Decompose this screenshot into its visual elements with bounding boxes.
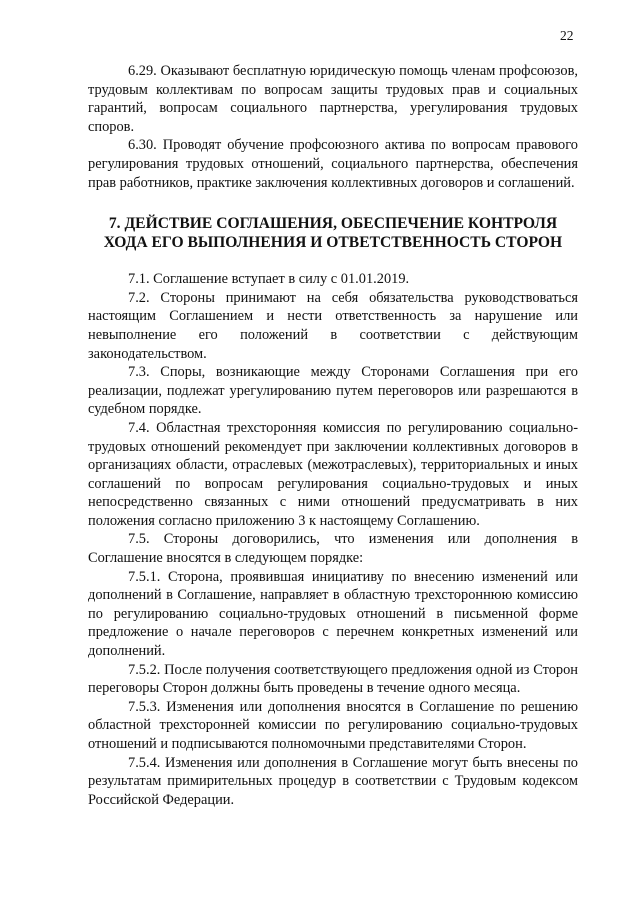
page-number: 22 [560,28,574,43]
paragraph-7-3: 7.3. Споры, возникающие между Сторонами Соглашения при его реализации, подлежат урегулированию путем переговоров или разрешаются в судебном порядке. [88,364,578,418]
paragraph-7-5-2: 7.5.2. После получения соответствующего предложения одной из Сторон переговоры Сторон должны быть проведены в течение одного месяца. [88,661,578,697]
paragraph-7-1: 7.1. Соглашение вступает в силу с 01.01.2019. [128,271,410,288]
paragraph-6-29: 6.29. Оказывают бесплатную юридическую помощь членам профсоюзов, трудовым коллективам по вопросам защиты трудовых прав и социальных гарантий, вопросам социального партнерства, урегулирования трудовых споров. [88,63,578,135]
paragraph-7-5-1: 7.5.1. Сторона, проявившая инициативу по внесению изменений или дополнений в Соглашение, направляет в областную трехстороннюю комиссию по регулированию социально-трудовых отношений в письменной форме предложение о начале переговоров с перечнем конкретных изменений или дополнений. [88,568,578,660]
paragraph-7-5-4: 7.5.4. Изменения или дополнения в Соглашение могут быть внесены по результатам примирительных процедур в соответствии с Трудовым кодексом Российской Федерации. [88,754,578,808]
paragraph-7-5-3: 7.5.3. Изменения или дополнения вносятся в Соглашение по решению областной трехсторонней комиссии по регулированию социально-трудовых отношений и подписываются полномочными представителями Сторон. [88,698,578,752]
paragraph-7-5: 7.5. Стороны договорились, что изменения или дополнения в Соглашение вносятся в следующем порядке: [88,531,578,567]
section-title: 7. ДЕЙСТВИЕ СОГЛАШЕНИЯ, ОБЕСПЕЧЕНИЕ КОНТРОЛЯ ХОДА ЕГО ВЫПОЛНЕНИЯ И ОТВЕТСТВЕННОСТЬ СТОРОН [103,215,563,252]
document-body [88,62,578,809]
paragraph-7-2: 7.2. Стороны принимают на себя обязательства руководствоваться настоящим Соглашением и нести ответственность за нарушение или невыполнение его положений в соответствии с действующим законодательством. [88,289,578,362]
paragraph-7-4: 7.4. Областная трехсторонняя комиссия по регулированию социально-трудовых отношений рекомендует при заключении коллективных договоров в организациях области, отраслевых (межотраслевых), территориальных и иных соглашений по вопросам регулирования социально-трудовых и иных непосредственно связанных с ними отношений предусматривать в них положения согласно приложению 3 к настоящему Соглашению. [88,419,578,529]
paragraph-6-30: 6.30. Проводят обучение профсоюзного актива по вопросам правового регулирования трудовых отношений, социального партнерства, обеспечения прав работников, практике заключения коллективных договоров и соглашений. [88,137,578,191]
